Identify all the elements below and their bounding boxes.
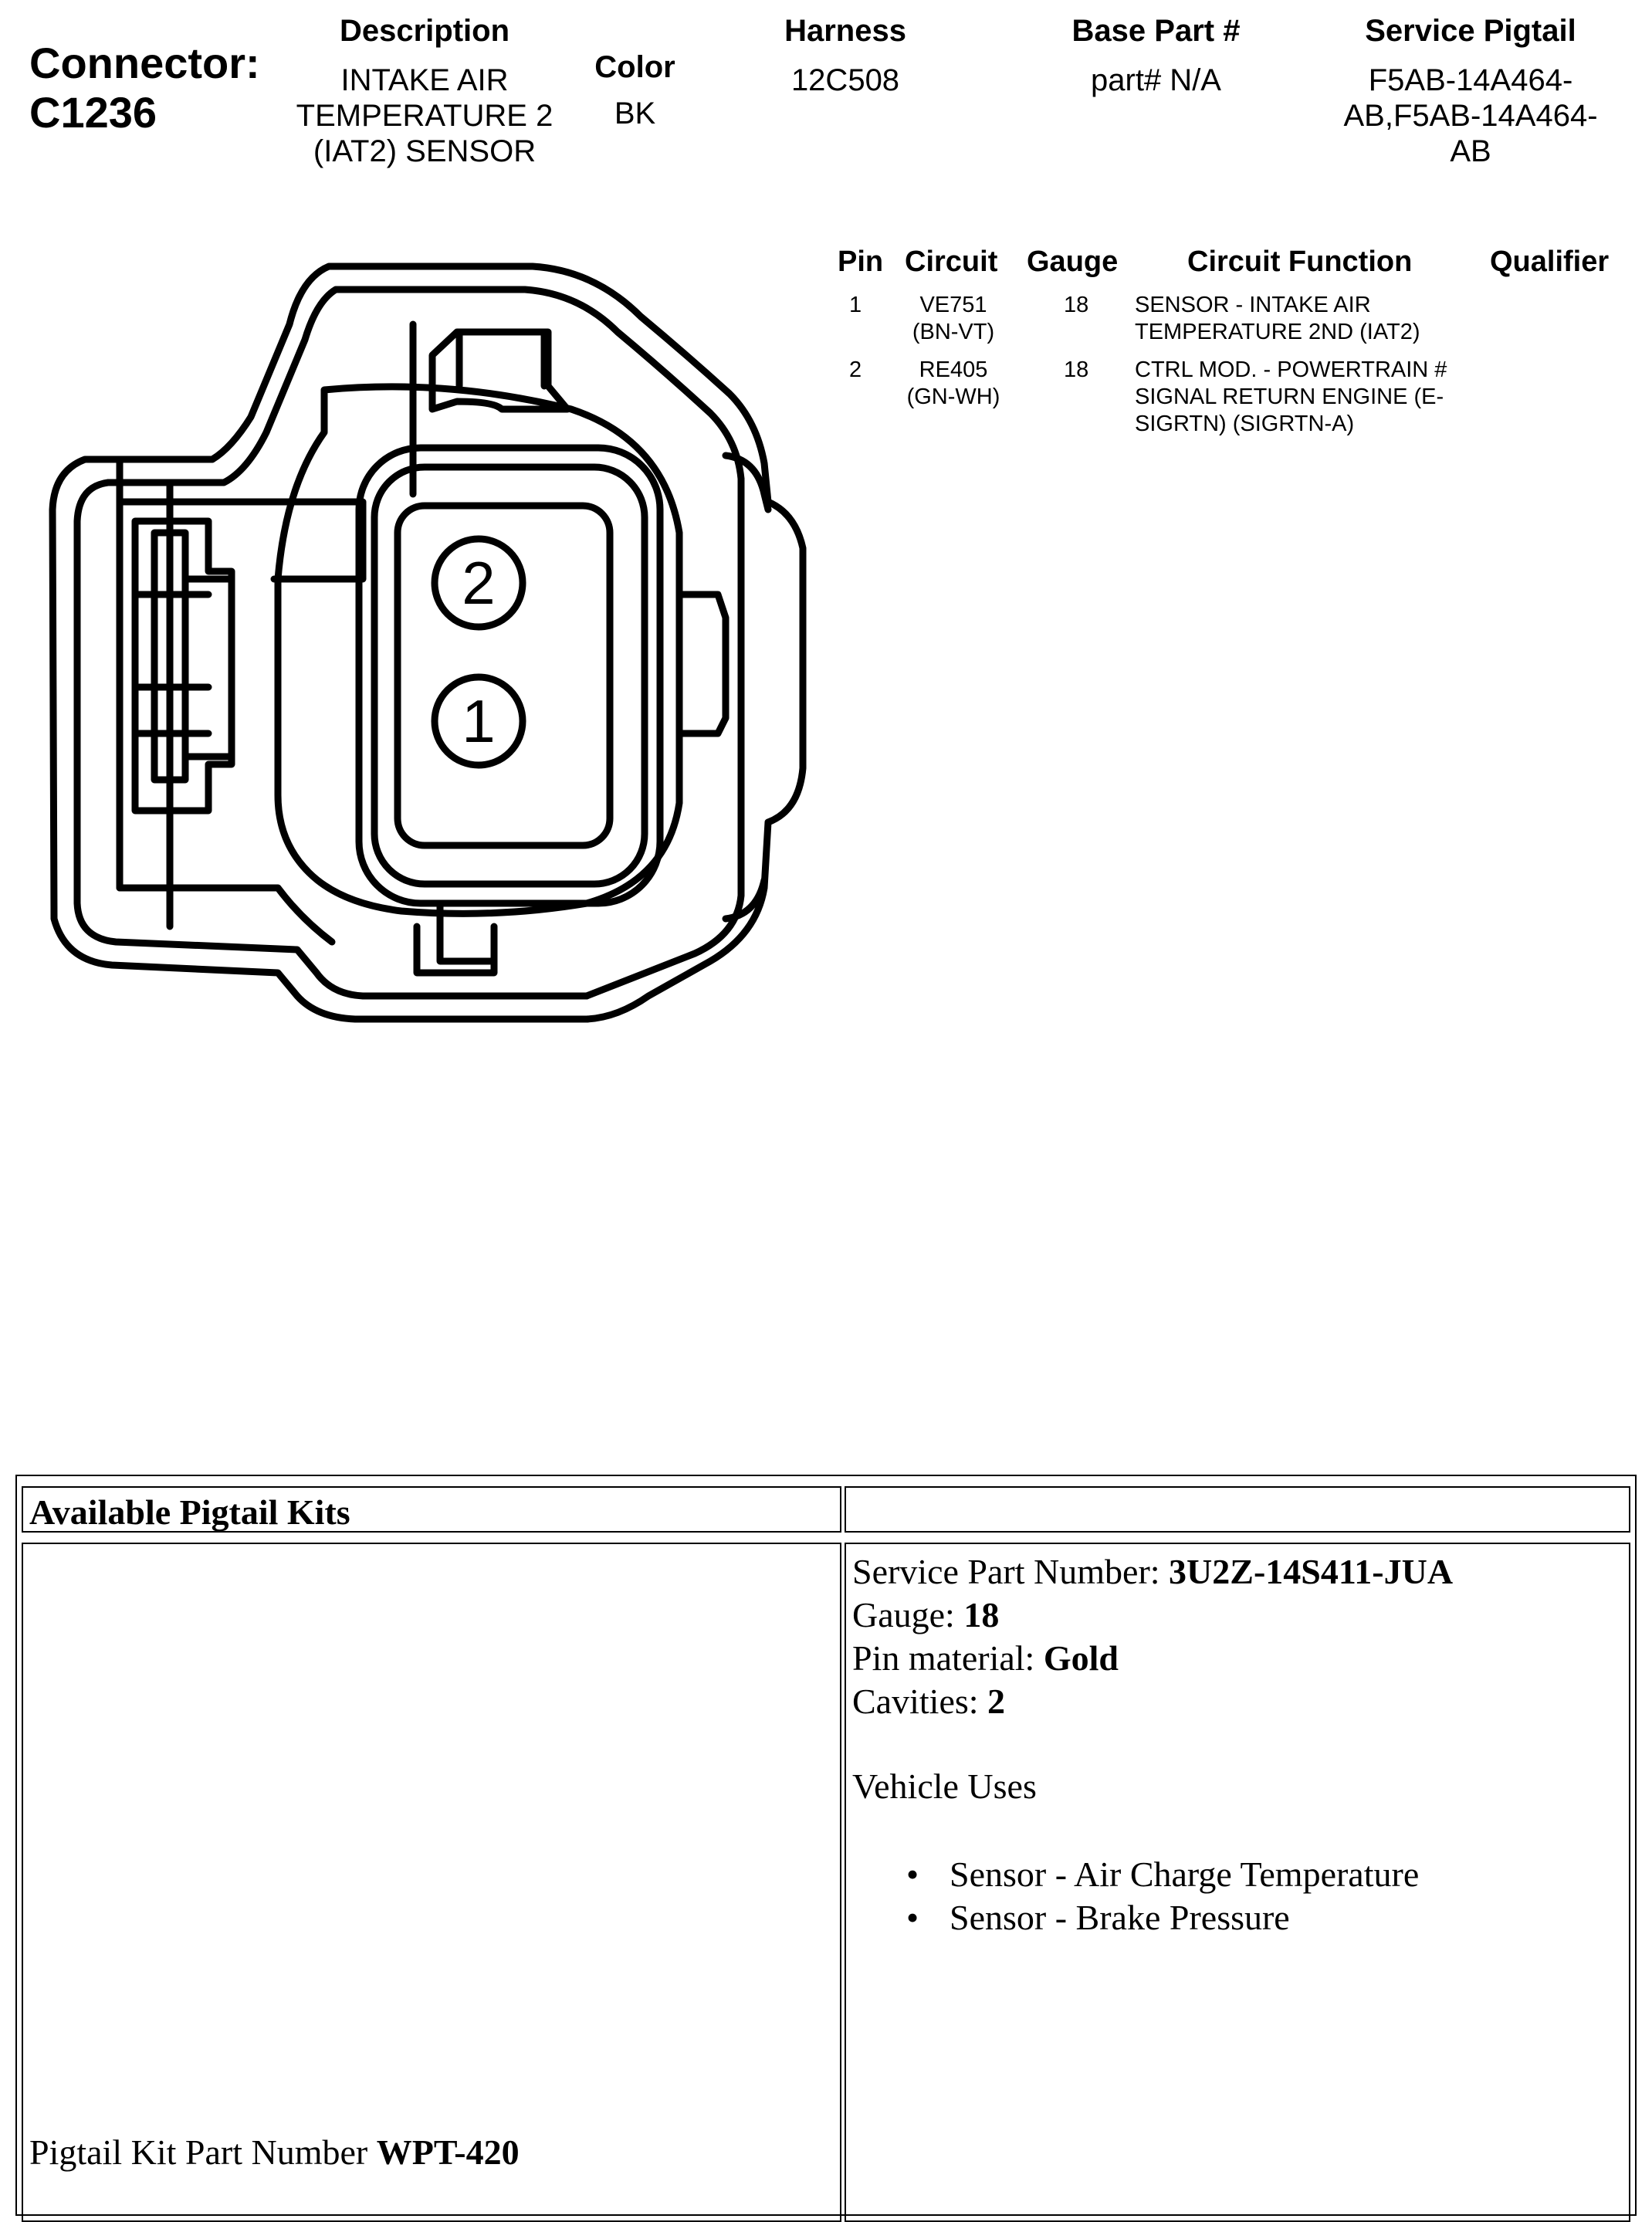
service-pigtail-label: Service Pigtail	[1365, 14, 1576, 48]
harness-label: Harness	[784, 14, 906, 48]
pin-number: 2	[849, 357, 862, 382]
base-part-value: part# N/A	[1091, 63, 1221, 97]
vehicle-uses-label: Vehicle Uses	[852, 1766, 1037, 1806]
circuit-cell	[895, 357, 1011, 411]
right-keyway	[679, 594, 726, 733]
kit-details	[852, 1550, 1453, 1939]
connector-heading	[29, 39, 260, 137]
kit-part-value: WPT-420	[376, 2132, 520, 2172]
pin-material-value: Gold	[1043, 1638, 1119, 1678]
connector-face-diagram	[31, 255, 826, 1042]
service-part-value: 3U2Z-14S411-JUA	[1169, 1552, 1454, 1591]
bottom-keyway	[417, 926, 494, 973]
cavities-value: 2	[987, 1682, 1006, 1721]
circuit-function-header: Circuit Function	[1187, 246, 1413, 278]
pin-header: Pin	[838, 246, 884, 278]
pigtail-line: AB,F5AB-14A464-	[1343, 99, 1598, 133]
cavities-line	[852, 1680, 1453, 1723]
qualifier-header: Qualifier	[1490, 246, 1610, 278]
base-part-label: Base Part #	[1071, 14, 1241, 48]
circuit-function-cell	[1135, 292, 1420, 346]
kit-gauge-value: 18	[963, 1595, 1000, 1634]
description-label: Description	[339, 14, 510, 48]
function-line: TEMPERATURE 2ND (IAT2)	[1135, 320, 1420, 344]
service-part-number-line	[852, 1550, 1453, 1594]
pigtail-line: AB	[1450, 134, 1491, 168]
right-latch-tab	[726, 456, 768, 919]
function-line: SIGNAL RETURN ENGINE (E-	[1135, 384, 1444, 409]
pin-cavity-mid	[374, 467, 645, 884]
kit-gauge-label: Gauge:	[852, 1595, 964, 1634]
circuit-color: (BN-VT)	[912, 320, 995, 344]
function-line: CTRL MOD. - POWERTRAIN #	[1135, 357, 1447, 382]
circuit-id: RE405	[919, 357, 988, 382]
kit-part-label: Pigtail Kit Part Number	[29, 2132, 377, 2172]
function-line: SENSOR - INTAKE AIR	[1135, 293, 1371, 317]
color-value: BK	[614, 97, 656, 130]
base-part-column	[1023, 14, 1289, 98]
description-line: INTAKE AIR	[340, 63, 509, 97]
circuit-function-cell	[1135, 357, 1447, 438]
pin-number: 1	[849, 293, 862, 317]
description-value	[259, 63, 591, 169]
circuit-color: (GN-WH)	[906, 384, 1000, 409]
connector-id: C1236	[29, 88, 157, 137]
pin-cavity-inner	[398, 506, 610, 845]
harness-value: 12C508	[790, 63, 900, 97]
description-line: (IAT2) SENSOR	[313, 134, 537, 168]
service-part-label: Service Part Number:	[852, 1552, 1170, 1591]
pigtail-kit-part-number	[29, 2131, 520, 2174]
kits-title: Available Pigtail Kits	[29, 1492, 350, 1532]
function-line: SIGRTN) (SIGRTN-A)	[1135, 412, 1355, 436]
connector-label: Connector:	[29, 39, 260, 87]
circuit-cell	[895, 292, 1011, 346]
bullet-icon: •	[906, 1898, 919, 1937]
gauge-header: Gauge	[1027, 246, 1119, 278]
vehicle-use-text: Sensor - Brake Pressure	[950, 1898, 1290, 1937]
top-keyway-inner	[459, 332, 544, 386]
kit-image-cell	[22, 1543, 841, 2222]
circuit-id: VE751	[919, 293, 987, 317]
pin-2-label: 2	[462, 549, 496, 617]
pin-1-label: 1	[462, 687, 496, 755]
gauge-cell: 18	[1064, 293, 1089, 317]
vehicle-use-text: Sensor - Air Charge Temperature	[950, 1854, 1420, 1894]
color-label: Color	[594, 50, 675, 84]
kits-title-blank-cell	[845, 1486, 1630, 1533]
list-item	[906, 1896, 1453, 1939]
description-column	[259, 14, 591, 169]
pigtail-line: F5AB-14A464-	[1368, 63, 1573, 97]
pin-material-line	[852, 1637, 1453, 1680]
description-line: TEMPERATURE 2	[296, 99, 553, 133]
list-item	[906, 1853, 1453, 1896]
gauge-cell: 18	[1064, 357, 1089, 382]
circuit-header: Circuit	[905, 246, 998, 278]
service-pigtail-value	[1301, 63, 1640, 169]
bullet-icon: •	[906, 1854, 919, 1894]
color-column	[571, 50, 699, 131]
vehicle-uses-list	[906, 1853, 1453, 1939]
harness-column	[730, 14, 961, 98]
pin-material-label: Pin material:	[852, 1638, 1044, 1678]
gauge-line	[852, 1594, 1453, 1637]
cavities-label: Cavities:	[852, 1682, 988, 1721]
service-pigtail-column	[1301, 14, 1640, 169]
